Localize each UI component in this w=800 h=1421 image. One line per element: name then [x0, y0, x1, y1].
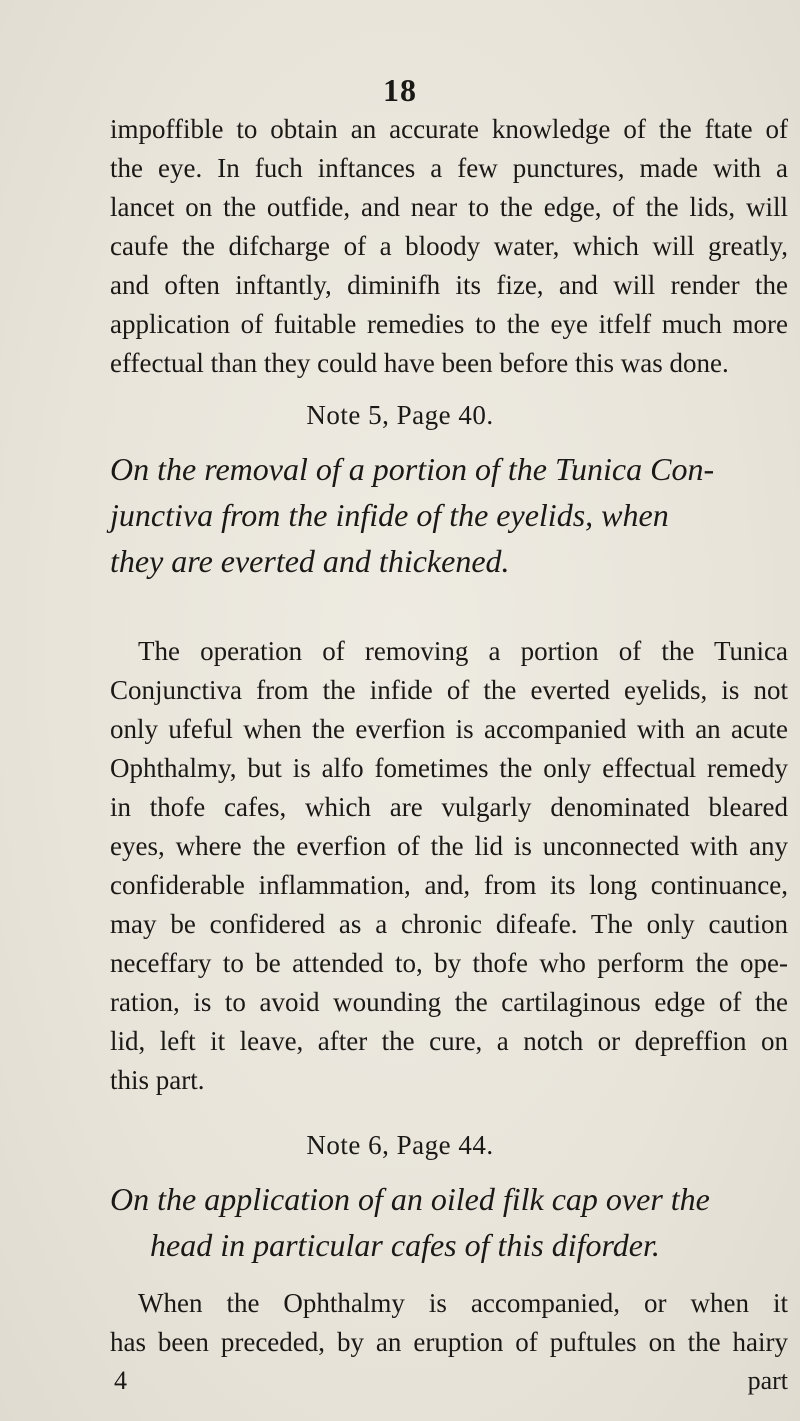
text-line: this part.	[110, 1065, 205, 1095]
text-line: Conjunctiva from the infide of the everted eyelids, is not	[110, 675, 788, 705]
note-6-label: Note 6, Page 44.	[306, 1130, 494, 1160]
text-line: application of fuitable remedies to the eye itfelf much more	[110, 309, 788, 339]
text-line: When the Ophthalmy is accompanied, or when it	[138, 1288, 788, 1318]
heading-line: they are everted and thickened.	[110, 543, 510, 579]
text-line: effectual than they could have been before this was done.	[110, 348, 729, 378]
text-line: lid, left it leave, after the cure, a notch or depreffion on	[110, 1026, 788, 1056]
text-line: has been preceded, by an eruption of puftules on the hairy	[110, 1327, 788, 1357]
note-5-label: Note 5, Page 40.	[306, 400, 494, 430]
catchword: part	[747, 1366, 788, 1395]
intro-paragraph	[110, 110, 788, 383]
note-5-body	[110, 632, 788, 1100]
text-line: caufe the difcharge of a bloody water, which will greatly,	[110, 231, 788, 261]
heading-line: On the application of an oiled filk cap over the	[110, 1181, 710, 1217]
signature-mark: 4	[114, 1366, 127, 1395]
heading-line: On the removal of a portion of the Tunica Con-	[110, 451, 715, 487]
text-line: may be confidered as a chronic difeafe. The only caution	[110, 909, 788, 939]
page-footer	[110, 1366, 788, 1406]
note-6-heading	[110, 1176, 788, 1268]
text-line: in thofe cafes, which are vulgarly denominated bleared	[110, 792, 788, 822]
text-line: Ophthalmy, but is alfo fometimes the only effectual remedy	[110, 753, 788, 783]
text-line: and often inftantly, diminifh its fize, and will render the	[110, 270, 788, 300]
heading-line: junctiva from the infide of the eyelids, when	[110, 497, 669, 533]
note-5-heading	[110, 446, 788, 584]
text-line: confiderable inflammation, and, from its long continuance,	[110, 870, 788, 900]
text-line: only ufeful when the everfion is accompanied with an acute	[110, 714, 788, 744]
heading-line: head in particular cafes of this diforder.	[150, 1227, 660, 1263]
note-6-body	[110, 1284, 788, 1362]
text-line: The operation of removing a portion of the Tunica	[138, 636, 788, 666]
text-line: eyes, where the everfion of the lid is unconnected with any	[110, 831, 788, 861]
text-line: lancet on the outfide, and near to the edge, of the lids, will	[110, 192, 788, 222]
page-number: 18	[383, 72, 417, 108]
text-line: neceffary to be attended to, by thofe who perform the ope-	[110, 948, 788, 978]
text-line: the eye. In fuch inftances a few punctures, made with a	[110, 153, 788, 183]
text-line: ration, is to avoid wounding the cartilaginous edge of the	[110, 987, 788, 1017]
text-line: impoffible to obtain an accurate knowledge of the ftate of	[110, 114, 788, 144]
